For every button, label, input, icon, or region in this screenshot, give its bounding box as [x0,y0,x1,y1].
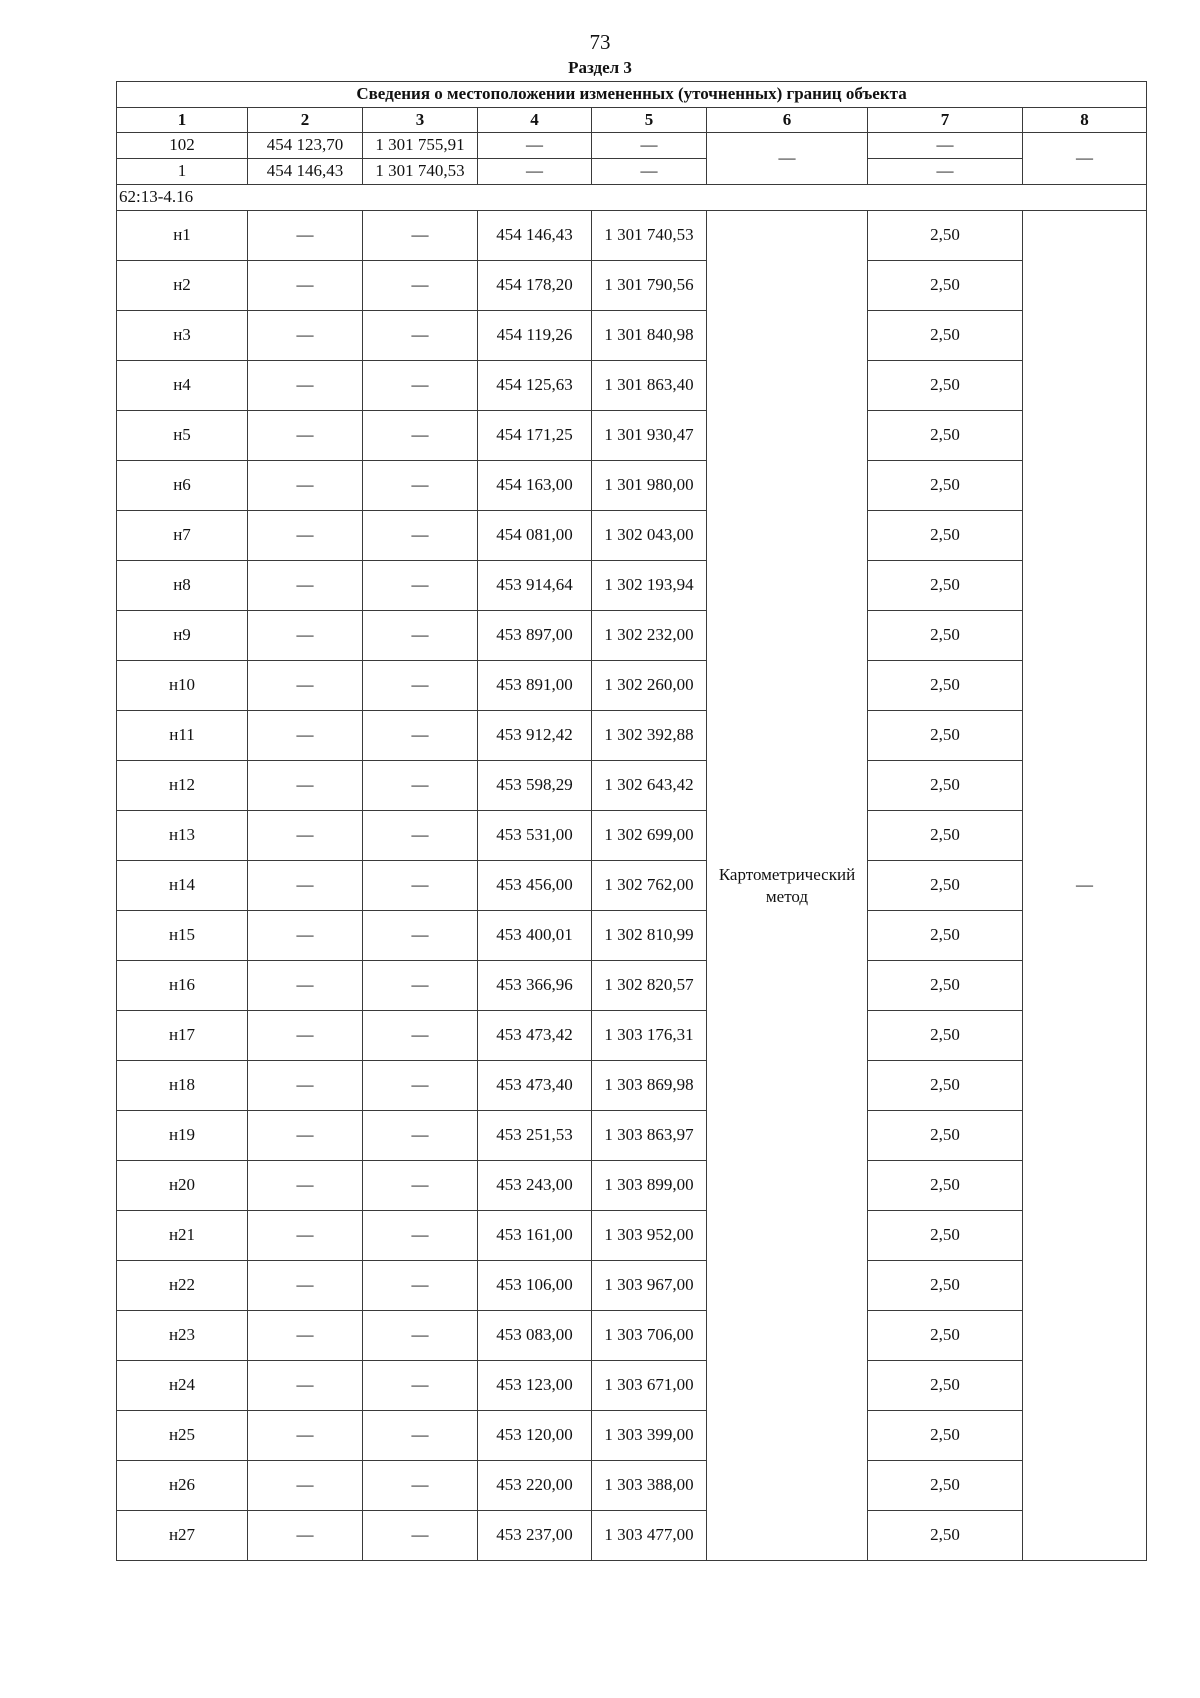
point-number: н26 [117,1461,248,1511]
new-y-coordinate: 1 302 260,00 [592,661,707,711]
precision: 2,50 [868,1311,1023,1361]
precision: 2,50 [868,611,1023,661]
new-x-coordinate: 453 220,00 [478,1461,592,1511]
new-y-coordinate: 1 302 193,94 [592,561,707,611]
new-x-coordinate: 453 400,01 [478,911,592,961]
old-x-coordinate: — [248,511,363,561]
new-y-coordinate: 1 301 980,00 [592,461,707,511]
old-y-coordinate: 1 301 740,53 [363,159,478,185]
new-x-coordinate: 454 081,00 [478,511,592,561]
column-number: 1 [117,108,248,133]
precision: 2,50 [868,461,1023,511]
new-y-coordinate: 1 301 863,40 [592,361,707,411]
precision: 2,50 [868,811,1023,861]
section-title: Раздел 3 [568,58,632,77]
new-y-coordinate: 1 303 952,00 [592,1211,707,1261]
new-x-coordinate: 453 456,00 [478,861,592,911]
column-number: 4 [478,108,592,133]
precision: 2,50 [868,761,1023,811]
point-number: н2 [117,261,248,311]
old-x-coordinate: — [248,861,363,911]
point-number: н22 [117,1261,248,1311]
new-y-coordinate: 1 302 820,57 [592,961,707,1011]
old-x-coordinate: — [248,1111,363,1161]
column-number: 5 [592,108,707,133]
old-y-coordinate: — [363,711,478,761]
old-x-coordinate: — [248,311,363,361]
column-number: 8 [1023,108,1147,133]
point-number: 1 [117,159,248,185]
old-x-coordinate: — [248,361,363,411]
table-title-row [117,82,1147,108]
old-x-coordinate: — [248,461,363,511]
old-x-coordinate: — [248,811,363,861]
boundary-table [116,81,1147,1561]
new-y-coordinate: 1 302 392,88 [592,711,707,761]
new-y-coordinate: 1 302 232,00 [592,611,707,661]
old-x-coordinate: — [248,761,363,811]
table-row [117,811,1147,861]
old-x-coordinate: — [248,211,363,261]
old-y-coordinate: — [363,311,478,361]
new-y-coordinate: 1 303 176,31 [592,1011,707,1061]
old-y-coordinate: — [363,461,478,511]
old-y-coordinate: — [363,1161,478,1211]
point-number: н18 [117,1061,248,1111]
old-x-coordinate: — [248,261,363,311]
point-number: н8 [117,561,248,611]
table-row [117,159,1147,185]
old-x-coordinate: — [248,1461,363,1511]
old-x-coordinate: — [248,661,363,711]
old-y-coordinate: — [363,861,478,911]
point-number: н14 [117,861,248,911]
new-y-coordinate: 1 303 863,97 [592,1111,707,1161]
old-y-coordinate: — [363,361,478,411]
table-row [117,133,1147,159]
old-y-coordinate: — [363,811,478,861]
table-row [117,511,1147,561]
new-x-coordinate: 453 912,42 [478,711,592,761]
old-y-coordinate: — [363,261,478,311]
old-x-coordinate: 454 146,43 [248,159,363,185]
method: Картометрический метод [707,211,868,1561]
table-row [117,861,1147,911]
precision: 2,50 [868,911,1023,961]
point-number: н5 [117,411,248,461]
old-y-coordinate: — [363,1111,478,1161]
precision: 2,50 [868,511,1023,561]
new-y-coordinate: 1 302 810,99 [592,911,707,961]
old-x-coordinate: — [248,1361,363,1411]
new-x-coordinate: 453 531,00 [478,811,592,861]
precision: 2,50 [868,1111,1023,1161]
point-number: н16 [117,961,248,1011]
precision: 2,50 [868,961,1023,1011]
table-row [117,761,1147,811]
old-x-coordinate: — [248,1511,363,1561]
old-y-coordinate: — [363,411,478,461]
point-number: н25 [117,1411,248,1461]
new-y-coordinate: 1 302 699,00 [592,811,707,861]
precision: 2,50 [868,1511,1023,1561]
precision: 2,50 [868,561,1023,611]
column-number: 6 [707,108,868,133]
precision: 2,50 [868,1161,1023,1211]
point-number: н10 [117,661,248,711]
old-y-coordinate: — [363,1261,478,1311]
table-row [117,711,1147,761]
new-y-coordinate: 1 303 388,00 [592,1461,707,1511]
parcel-label: 62:13-4.16 [117,185,1147,211]
table-title: Сведения о местоположении измененных (уточненных) границ объекта [117,82,1147,108]
point-number: н15 [117,911,248,961]
old-y-coordinate: — [363,761,478,811]
old-x-coordinate: — [248,1411,363,1461]
point-number: н23 [117,1311,248,1361]
old-x-coordinate: — [248,411,363,461]
new-y-coordinate: — [592,159,707,185]
old-y-coordinate: — [363,561,478,611]
new-x-coordinate: 454 119,26 [478,311,592,361]
old-x-coordinate: — [248,561,363,611]
point-number: н11 [117,711,248,761]
new-x-coordinate: 453 120,00 [478,1411,592,1461]
new-x-coordinate: 454 178,20 [478,261,592,311]
new-x-coordinate: 453 914,64 [478,561,592,611]
new-y-coordinate: 1 303 399,00 [592,1411,707,1461]
table-row [117,261,1147,311]
new-y-coordinate: 1 303 869,98 [592,1061,707,1111]
old-y-coordinate: — [363,1461,478,1511]
new-x-coordinate: 453 237,00 [478,1511,592,1561]
old-y-coordinate: — [363,1361,478,1411]
point-number: 102 [117,133,248,159]
description: — [1023,211,1147,1561]
precision: 2,50 [868,411,1023,461]
old-x-coordinate: — [248,1211,363,1261]
old-x-coordinate: — [248,1011,363,1061]
new-y-coordinate: 1 302 762,00 [592,861,707,911]
new-x-coordinate: 453 473,42 [478,1011,592,1061]
precision: 2,50 [868,311,1023,361]
new-x-coordinate: 454 125,63 [478,361,592,411]
new-x-coordinate: 453 366,96 [478,961,592,1011]
new-x-coordinate: 453 897,00 [478,611,592,661]
old-y-coordinate: — [363,1311,478,1361]
point-number: н3 [117,311,248,361]
old-y-coordinate: — [363,1061,478,1111]
table-row [117,1261,1147,1311]
precision: — [868,133,1023,159]
new-x-coordinate: 454 171,25 [478,411,592,461]
new-x-coordinate: — [478,133,592,159]
point-number: н21 [117,1211,248,1261]
precision: 2,50 [868,1461,1023,1511]
old-y-coordinate: — [363,511,478,561]
new-y-coordinate: 1 301 740,53 [592,211,707,261]
point-number: н12 [117,761,248,811]
table-row [117,1161,1147,1211]
table-row [117,461,1147,511]
old-y-coordinate: 1 301 755,91 [363,133,478,159]
column-number: 2 [248,108,363,133]
new-y-coordinate: 1 302 043,00 [592,511,707,561]
new-x-coordinate: 454 163,00 [478,461,592,511]
point-number: н4 [117,361,248,411]
old-x-coordinate: — [248,1061,363,1111]
old-x-coordinate: — [248,911,363,961]
table-row [117,1061,1147,1111]
table-row [117,411,1147,461]
old-y-coordinate: — [363,911,478,961]
new-y-coordinate: 1 303 967,00 [592,1261,707,1311]
table-row [117,611,1147,661]
old-y-coordinate: — [363,1011,478,1061]
old-x-coordinate: — [248,1261,363,1311]
precision: 2,50 [868,1011,1023,1061]
table-row [117,1311,1147,1361]
new-y-coordinate: 1 303 477,00 [592,1511,707,1561]
old-x-coordinate: — [248,1311,363,1361]
precision: — [868,159,1023,185]
new-y-coordinate: 1 303 671,00 [592,1361,707,1411]
new-y-coordinate: 1 301 930,47 [592,411,707,461]
old-y-coordinate: — [363,661,478,711]
old-x-coordinate: — [248,961,363,1011]
point-number: н13 [117,811,248,861]
precision: 2,50 [868,661,1023,711]
new-x-coordinate: 453 251,53 [478,1111,592,1161]
table-row [117,311,1147,361]
table-row [117,1511,1147,1561]
new-x-coordinate: 453 106,00 [478,1261,592,1311]
new-y-coordinate: 1 303 706,00 [592,1311,707,1361]
point-number: н9 [117,611,248,661]
precision: 2,50 [868,211,1023,261]
old-y-coordinate: — [363,1511,478,1561]
table-row [117,1111,1147,1161]
point-number: н6 [117,461,248,511]
table-row [117,1211,1147,1261]
precision: 2,50 [868,1361,1023,1411]
column-number: 3 [363,108,478,133]
top-description: — [1023,133,1147,185]
point-number: н20 [117,1161,248,1211]
new-x-coordinate: 453 083,00 [478,1311,592,1361]
new-y-coordinate: 1 303 899,00 [592,1161,707,1211]
precision: 2,50 [868,1261,1023,1311]
old-y-coordinate: — [363,611,478,661]
top-method: — [707,133,868,185]
precision: 2,50 [868,361,1023,411]
new-y-coordinate: 1 302 643,42 [592,761,707,811]
old-y-coordinate: — [363,1211,478,1261]
column-numbers-row [117,108,1147,133]
table-row [117,661,1147,711]
table-row [117,1011,1147,1061]
new-x-coordinate: 453 243,00 [478,1161,592,1211]
page-number: 73 [589,30,611,54]
table-row [117,561,1147,611]
new-x-coordinate: 453 161,00 [478,1211,592,1261]
old-y-coordinate: — [363,961,478,1011]
new-x-coordinate: — [478,159,592,185]
precision: 2,50 [868,1411,1023,1461]
old-x-coordinate: — [248,711,363,761]
new-y-coordinate: — [592,133,707,159]
new-y-coordinate: 1 301 790,56 [592,261,707,311]
point-number: н7 [117,511,248,561]
point-number: н1 [117,211,248,261]
parcel-label-row [117,185,1147,211]
point-number: н24 [117,1361,248,1411]
old-x-coordinate: 454 123,70 [248,133,363,159]
new-x-coordinate: 453 598,29 [478,761,592,811]
old-y-coordinate: — [363,1411,478,1461]
table-row [117,361,1147,411]
precision: 2,50 [868,711,1023,761]
table-row [117,961,1147,1011]
old-y-coordinate: — [363,211,478,261]
new-x-coordinate: 454 146,43 [478,211,592,261]
new-x-coordinate: 453 891,00 [478,661,592,711]
new-y-coordinate: 1 301 840,98 [592,311,707,361]
old-x-coordinate: — [248,1161,363,1211]
point-number: н19 [117,1111,248,1161]
old-x-coordinate: — [248,611,363,661]
table-row [117,211,1147,261]
new-x-coordinate: 453 123,00 [478,1361,592,1411]
point-number: н27 [117,1511,248,1561]
new-x-coordinate: 453 473,40 [478,1061,592,1111]
table-row [117,911,1147,961]
precision: 2,50 [868,861,1023,911]
precision: 2,50 [868,1211,1023,1261]
column-number: 7 [868,108,1023,133]
precision: 2,50 [868,261,1023,311]
table-row [117,1361,1147,1411]
point-number: н17 [117,1011,248,1061]
precision: 2,50 [868,1061,1023,1111]
table-row [117,1461,1147,1511]
table-row [117,1411,1147,1461]
